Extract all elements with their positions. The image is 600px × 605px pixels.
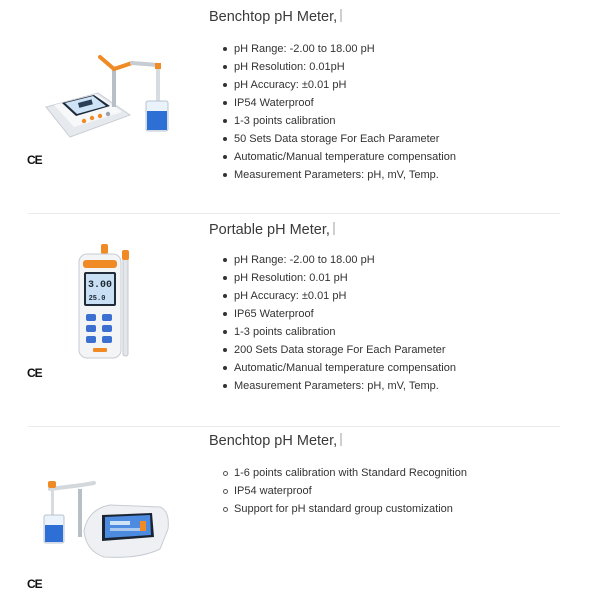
text-cursor bbox=[333, 222, 335, 235]
spec-list bbox=[222, 464, 467, 518]
list-item: IP65 Waterproof bbox=[222, 305, 456, 323]
product-title[interactable]: Portable pH Meter, bbox=[209, 222, 335, 238]
benchtop-ph-meter-touchscreen-image[interactable] bbox=[40, 471, 172, 566]
list-item: IP54 Waterproof bbox=[222, 94, 456, 112]
list-item: 1-3 points calibration bbox=[222, 323, 456, 341]
list-item: pH Accuracy: ±0.01 pH bbox=[222, 76, 456, 94]
text-cursor bbox=[340, 433, 342, 446]
portable-ph-meter-image[interactable] bbox=[75, 242, 141, 360]
product-title[interactable]: Benchtop pH Meter, bbox=[209, 433, 342, 449]
list-item: pH Range: -2.00 to 18.00 pH bbox=[222, 251, 456, 269]
list-item: Measurement Parameters: pH, mV, Temp. bbox=[222, 377, 456, 395]
list-item: Automatic/Manual temperature compensation bbox=[222, 148, 456, 166]
spec-list bbox=[222, 40, 456, 184]
list-item: 50 Sets Data storage For Each Parameter bbox=[222, 130, 456, 148]
list-item: 1-6 points calibration with Standard Recognition bbox=[222, 464, 467, 482]
list-item: Measurement Parameters: pH, mV, Temp. bbox=[222, 166, 456, 184]
list-item: Automatic/Manual temperature compensation bbox=[222, 359, 456, 377]
product-card-3 bbox=[0, 427, 600, 605]
product-card-1 bbox=[0, 0, 600, 214]
list-item: pH Resolution: 0.01 pH bbox=[222, 269, 456, 287]
list-item: Support for pH standard group customization bbox=[222, 500, 467, 518]
benchtop-ph-meter-image[interactable] bbox=[40, 45, 175, 140]
list-item: pH Range: -2.00 to 18.00 pH bbox=[222, 40, 456, 58]
text-cursor bbox=[340, 9, 342, 22]
screen-ph-readout: 3.00 bbox=[87, 280, 113, 291]
ce-mark: CE bbox=[27, 366, 42, 380]
spec-list bbox=[222, 251, 456, 395]
list-item: pH Accuracy: ±0.01 pH bbox=[222, 287, 456, 305]
ce-mark: CE bbox=[27, 577, 42, 591]
list-item: 200 Sets Data storage For Each Parameter bbox=[222, 341, 456, 359]
screen-temp-readout: 25.0 bbox=[88, 295, 106, 303]
product-card-2 bbox=[0, 214, 600, 426]
list-item: pH Resolution: 0.01pH bbox=[222, 58, 456, 76]
ce-mark: CE bbox=[27, 153, 42, 167]
list-item: IP54 waterproof bbox=[222, 482, 467, 500]
product-title[interactable]: Benchtop pH Meter, bbox=[209, 9, 342, 25]
list-item: 1-3 points calibration bbox=[222, 112, 456, 130]
